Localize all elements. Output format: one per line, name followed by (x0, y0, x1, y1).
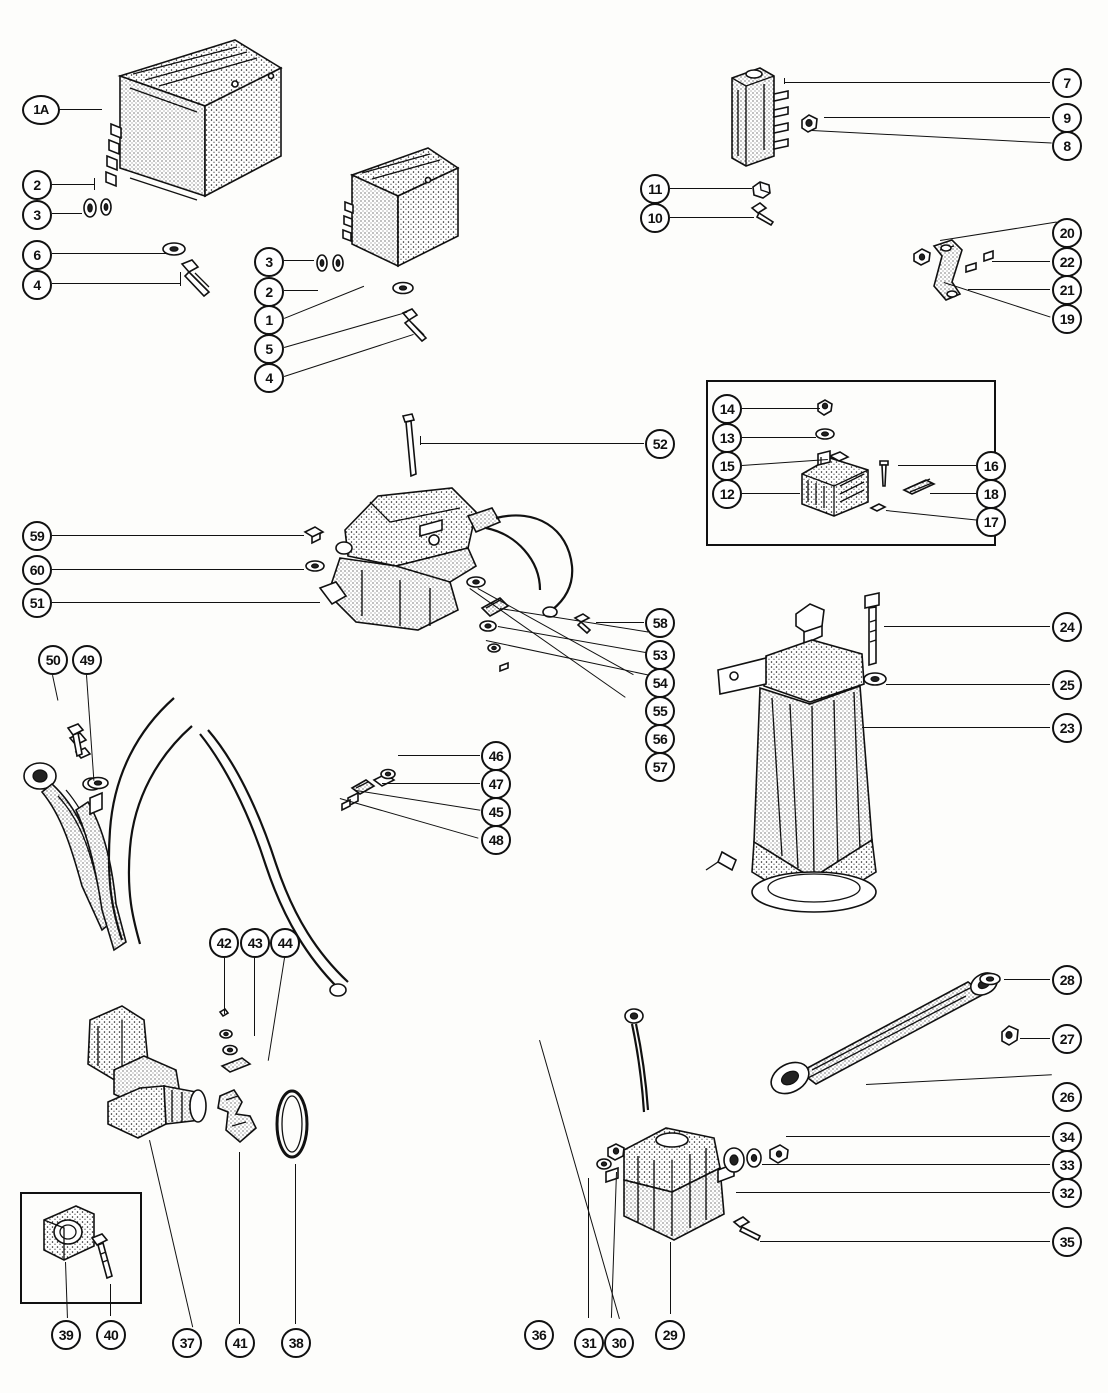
leader-51 (52, 602, 320, 603)
leader-35 (760, 1241, 1050, 1242)
part-switch-box-upper (85, 28, 285, 213)
callout-33[interactable]: 33 (1052, 1150, 1082, 1180)
callout-4[interactable]: 4 (22, 270, 52, 300)
part-hardware-30-31 (588, 1142, 634, 1182)
callout-21[interactable]: 21 (1052, 275, 1082, 305)
callout-1A[interactable]: 1A (22, 95, 60, 125)
callout-51[interactable]: 51 (22, 588, 52, 618)
part-screw-4 (176, 258, 216, 298)
leader-21 (968, 289, 1050, 290)
callout-53[interactable]: 53 (645, 640, 675, 670)
callout-5[interactable]: 5 (254, 334, 284, 364)
part-washer-6 (160, 238, 190, 260)
callout-12[interactable]: 12 (712, 479, 742, 509)
part-sleeve-18 (898, 474, 940, 502)
leader-27 (1020, 1038, 1050, 1039)
part-washer-13 (812, 424, 840, 444)
callout-54[interactable]: 54 (645, 668, 675, 698)
leader-11 (670, 188, 752, 189)
callout-29[interactable]: 29 (655, 1320, 685, 1350)
leader-12 (742, 493, 800, 494)
callout-30[interactable]: 30 (604, 1328, 634, 1358)
leader-4-riser (180, 272, 181, 286)
leader-23 (862, 727, 1050, 728)
leader-59 (52, 535, 304, 536)
leader-60 (52, 569, 304, 570)
part-nut-14 (812, 396, 840, 416)
callout-52[interactable]: 52 (645, 429, 675, 459)
part-distributor-51 (300, 470, 600, 650)
leader-3b (284, 260, 314, 261)
leader-46 (398, 755, 480, 756)
leader-38 (295, 1164, 296, 1324)
part-lever-41 (206, 1086, 266, 1156)
leader-31 (588, 1178, 589, 1318)
callout-14[interactable]: 14 (712, 394, 742, 424)
leader-2 (52, 184, 94, 185)
callout-35[interactable]: 35 (1052, 1227, 1082, 1257)
leader-41 (239, 1152, 240, 1324)
callout-1[interactable]: 1 (254, 305, 284, 335)
part-washer-25 (860, 668, 892, 690)
part-washer-49 (84, 772, 114, 794)
callout-3[interactable]: 3 (254, 247, 284, 277)
part-hardware-45-48 (330, 752, 460, 822)
callout-7[interactable]: 7 (1052, 68, 1082, 98)
leader-16 (898, 465, 976, 466)
callout-34[interactable]: 34 (1052, 1122, 1082, 1152)
leader-29 (670, 1242, 671, 1314)
callout-37[interactable]: 37 (172, 1328, 202, 1358)
leader-34 (786, 1136, 1050, 1137)
leader-40 (110, 1284, 111, 1316)
callout-60[interactable]: 60 (22, 555, 52, 585)
part-hardware-cluster-53-57 (460, 570, 540, 680)
callout-10[interactable]: 10 (640, 203, 670, 233)
leader-3 (52, 213, 82, 214)
callout-22[interactable]: 22 (1052, 247, 1082, 277)
part-ignition-coil (716, 60, 802, 170)
callout-16[interactable]: 16 (976, 451, 1006, 481)
part-screw-40 (88, 1232, 122, 1288)
callout-38[interactable]: 38 (281, 1328, 311, 1358)
part-bolt-52 (395, 412, 425, 482)
leader-28 (1004, 979, 1050, 980)
leader-8 (812, 130, 1052, 144)
part-washer-28 (976, 968, 1006, 990)
callout-41[interactable]: 41 (225, 1328, 255, 1358)
leader-13 (742, 437, 816, 438)
part-nut-27 (996, 1022, 1024, 1048)
leader-25 (886, 684, 1050, 685)
callout-19[interactable]: 19 (1052, 304, 1082, 334)
leader-6 (52, 253, 168, 254)
leader-18 (930, 493, 976, 494)
leader-52-tick (420, 436, 421, 445)
part-washer-60 (302, 556, 330, 576)
callout-15[interactable]: 15 (712, 451, 742, 481)
callout-50[interactable]: 50 (38, 645, 68, 675)
callout-48[interactable]: 48 (481, 825, 511, 855)
part-bracket-19 (900, 236, 1020, 316)
part-lead-36 (612, 1006, 672, 1126)
leader-10 (670, 217, 754, 218)
part-oring-38 (270, 1086, 314, 1162)
callout-36[interactable]: 36 (524, 1320, 554, 1350)
part-screw-10 (748, 200, 778, 226)
callout-18[interactable]: 18 (976, 479, 1006, 509)
leader-58 (596, 622, 644, 623)
callout-26[interactable]: 26 (1052, 1082, 1082, 1112)
leader-33 (762, 1164, 1050, 1165)
callout-43[interactable]: 43 (240, 928, 270, 958)
part-screw-16 (872, 458, 898, 492)
callout-39[interactable]: 39 (51, 1320, 81, 1350)
callout-32[interactable]: 32 (1052, 1178, 1082, 1208)
leader-9 (824, 117, 1050, 118)
callout-46[interactable]: 46 (481, 741, 511, 771)
part-clip-17 (866, 498, 892, 518)
callout-59[interactable]: 59 (22, 521, 52, 551)
part-bolt-59 (300, 524, 330, 550)
part-fitting-37 (100, 1072, 220, 1152)
callout-28[interactable]: 28 (1052, 965, 1082, 995)
callout-24[interactable]: 24 (1052, 612, 1082, 642)
part-screw-50 (62, 722, 90, 762)
leader-37 (149, 1140, 194, 1327)
callout-20[interactable]: 20 (1052, 218, 1082, 248)
leader-32 (736, 1192, 1050, 1193)
part-hardware-32-34 (720, 1136, 810, 1186)
part-starter-motor-23 (700, 580, 930, 940)
callout-23[interactable]: 23 (1052, 713, 1082, 743)
callout-9[interactable]: 9 (1052, 103, 1082, 133)
leader-22 (992, 261, 1050, 262)
part-screw-35 (730, 1212, 766, 1242)
leader-42 (224, 958, 225, 1014)
leader-7-tick (784, 78, 785, 84)
callout-8[interactable]: 8 (1052, 131, 1082, 161)
leader-47 (382, 783, 480, 784)
leader-43 (254, 958, 255, 1036)
callout-2[interactable]: 2 (22, 170, 52, 200)
callout-47[interactable]: 47 (481, 769, 511, 799)
leader-52 (420, 443, 644, 444)
callout-4[interactable]: 4 (254, 363, 284, 393)
callout-17[interactable]: 17 (976, 507, 1006, 537)
leader-4 (52, 283, 180, 284)
part-nut-11 (748, 178, 778, 200)
callout-55[interactable]: 55 (645, 696, 675, 726)
callout-40[interactable]: 40 (96, 1320, 126, 1350)
part-washer-3 (78, 196, 118, 222)
part-bolt-24 (858, 592, 888, 672)
part-washer-3b (312, 252, 352, 276)
callout-49[interactable]: 49 (72, 645, 102, 675)
callout-56[interactable]: 56 (645, 724, 675, 754)
leader-24 (884, 626, 1050, 627)
leader-2-riser (94, 178, 95, 190)
callout-13[interactable]: 13 (712, 423, 742, 453)
callout-11[interactable]: 11 (640, 174, 670, 204)
callout-44[interactable]: 44 (270, 928, 300, 958)
callout-42[interactable]: 42 (209, 928, 239, 958)
callout-45[interactable]: 45 (481, 797, 511, 827)
callout-3[interactable]: 3 (22, 200, 52, 230)
callout-25[interactable]: 25 (1052, 670, 1082, 700)
leader-2b (284, 290, 318, 291)
leader-14 (742, 408, 820, 409)
callout-6[interactable]: 6 (22, 240, 52, 270)
callout-31[interactable]: 31 (574, 1328, 604, 1358)
callout-27[interactable]: 27 (1052, 1024, 1082, 1054)
callout-2[interactable]: 2 (254, 277, 284, 307)
leader-7 (784, 82, 1050, 83)
callout-58[interactable]: 58 (645, 608, 675, 638)
part-washer-5 (390, 278, 418, 298)
callout-57[interactable]: 57 (645, 752, 675, 782)
